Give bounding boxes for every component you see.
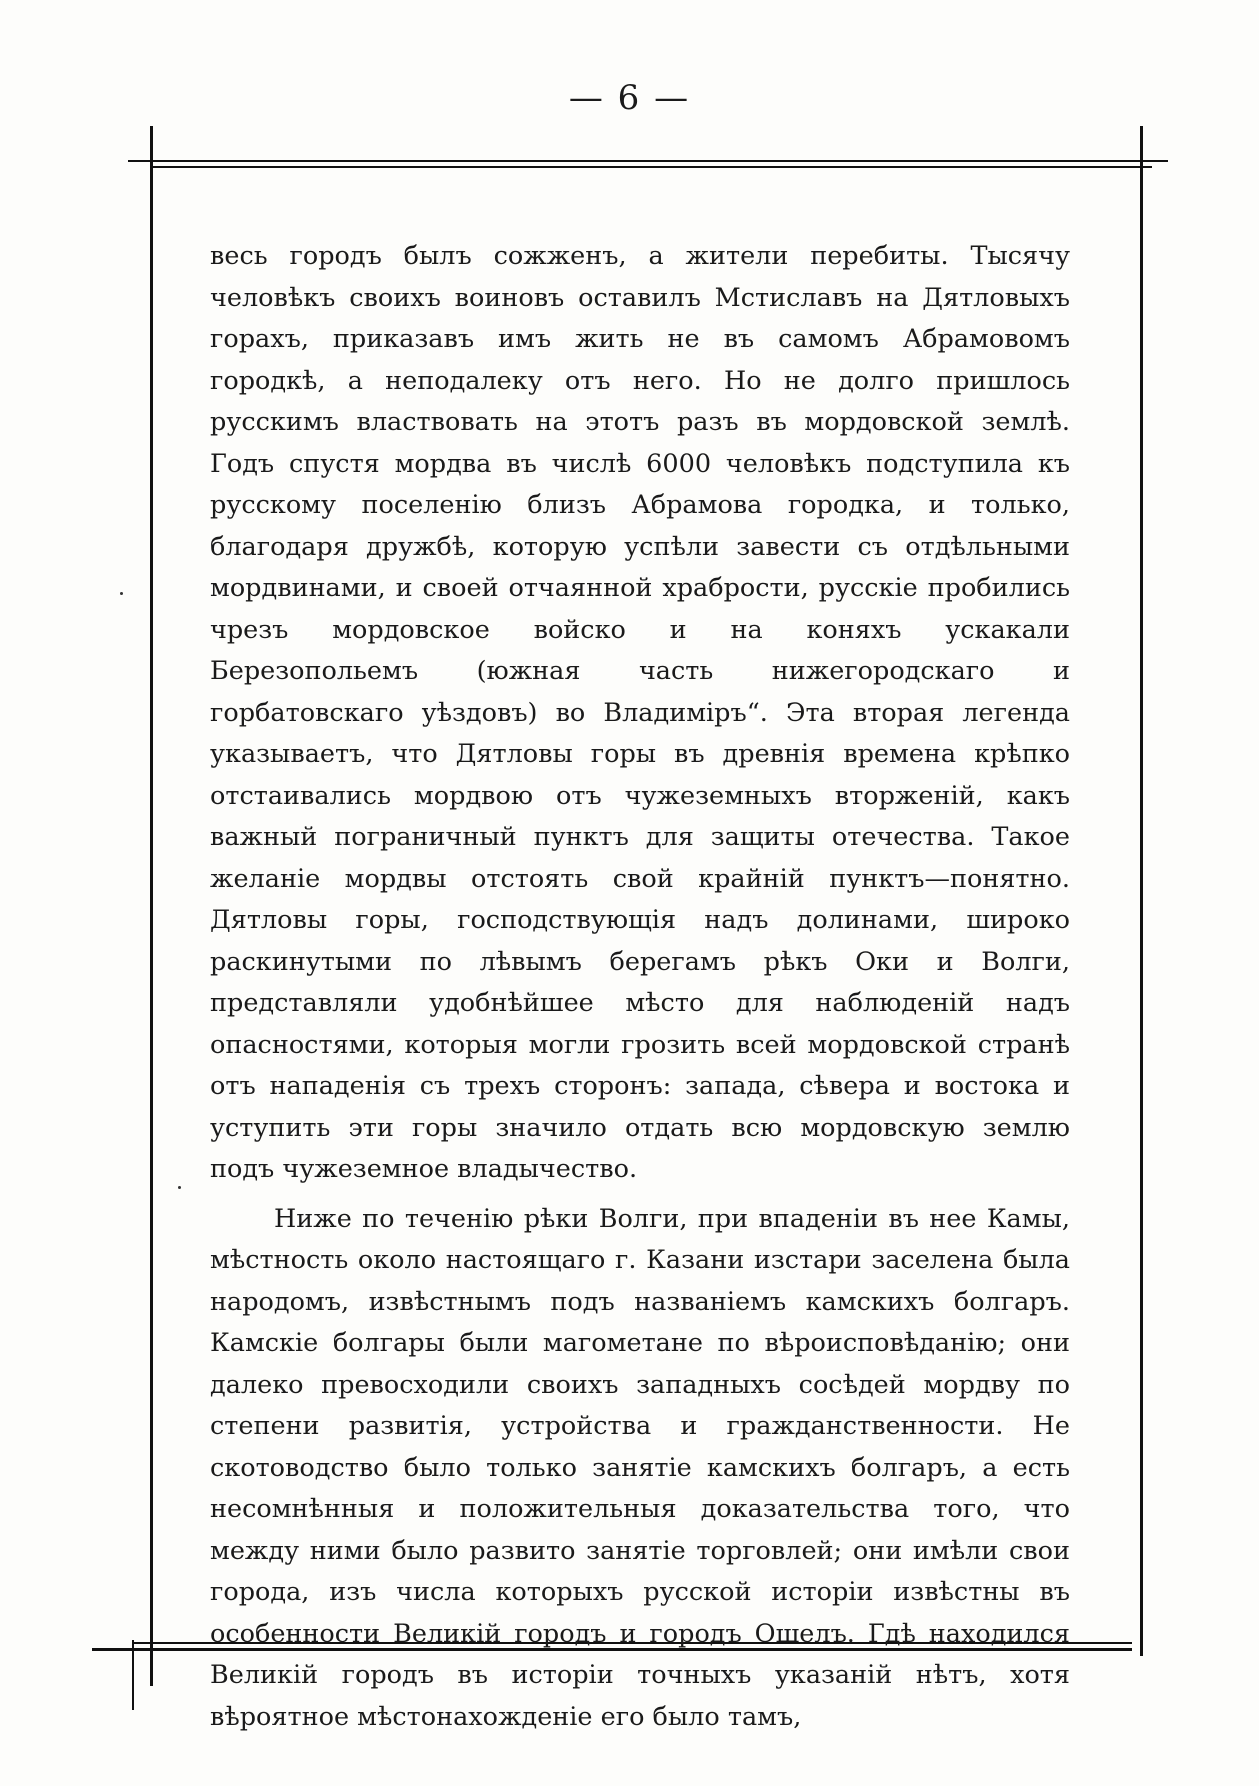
body-text	[210, 236, 1070, 1738]
print-speck	[178, 1186, 181, 1189]
print-speck	[120, 592, 123, 595]
right-frame-rule	[1140, 126, 1143, 1656]
paragraph-1: весь городъ былъ сожженъ, а жители перебиты. Тысячу человѣкъ своихъ воиновъ оставилъ Мстиславъ на Дятловыхъ горахъ, приказавъ имъ жить не въ самомъ Абрамовомъ городкѣ, а неподалеку отъ него. Но не долго пришлось русскимъ властвовать на этотъ разъ въ мордовской землѣ. Годъ спустя мордва въ числѣ 6000 человѣкъ подступила къ русскому поселенію близъ Абрамова городка, и только, благодаря дружбѣ, которую успѣли завести съ отдѣльными мордвинами, и своей отчаянной храбрости, русскіе пробились чрезъ мордовское войско и на коняхъ ускакали Березопольемъ (южная часть нижегородскаго и горбатовскаго уѣздовъ) во Владиміръ“. Эта вторая легенда указываетъ, что Дятловы горы въ древнія времена крѣпко отстаивались мордвою отъ чужеземныхъ вторженій, какъ важный пограничный пунктъ для защиты отечества. Такое желаніе мордвы отстоять свой крайній пунктъ—понятно. Дятловы горы, господствующія надъ долинами, широко раскинутыми по лѣвымъ берегамъ рѣкъ Оки и Волги, представляли удобнѣйшее мѣсто для наблюденій надъ опасностями, которыя могли грозить всей мордовской странѣ отъ нападенія съ трехъ сторонъ: запада, сѣвера и востока и уступить эти горы значило отдать всю мордовскую землю подъ чужеземное владычество.	[210, 241, 1070, 1184]
paragraph-2: Ниже по теченію рѣки Волги, при впаденіи въ нее Камы, мѣстность около настоящаго г. Казани изстари заселена была народомъ, извѣстнымъ подъ названіемъ камскихъ болгаръ. Камскіе болгары были магометане по вѣроисповѣданію; они далеко превосходили своихъ западныхъ сосѣдей мордву по степени развитія, устройства и гражданственности. Не скотоводство было только занятіе камскихъ болгаръ, а есть несомнѣнныя и положительныя доказательства того, что между ними было развито занятіе торговлей; они имѣли свои города, изъ числа которыхъ русской исторіи извѣстны въ особенности Великій городъ и городъ Ошелъ. Гдѣ находился Великій городъ въ исторіи точныхъ указаній нѣтъ, хотя вѣроятное мѣстонахожденіе его было тамъ,	[210, 1203, 1070, 1732]
top-frame-rule	[128, 160, 1168, 162]
left-frame-rule	[150, 126, 153, 1686]
page-number: — 6 —	[568, 78, 691, 118]
top-frame-rule-inner	[152, 166, 1152, 168]
